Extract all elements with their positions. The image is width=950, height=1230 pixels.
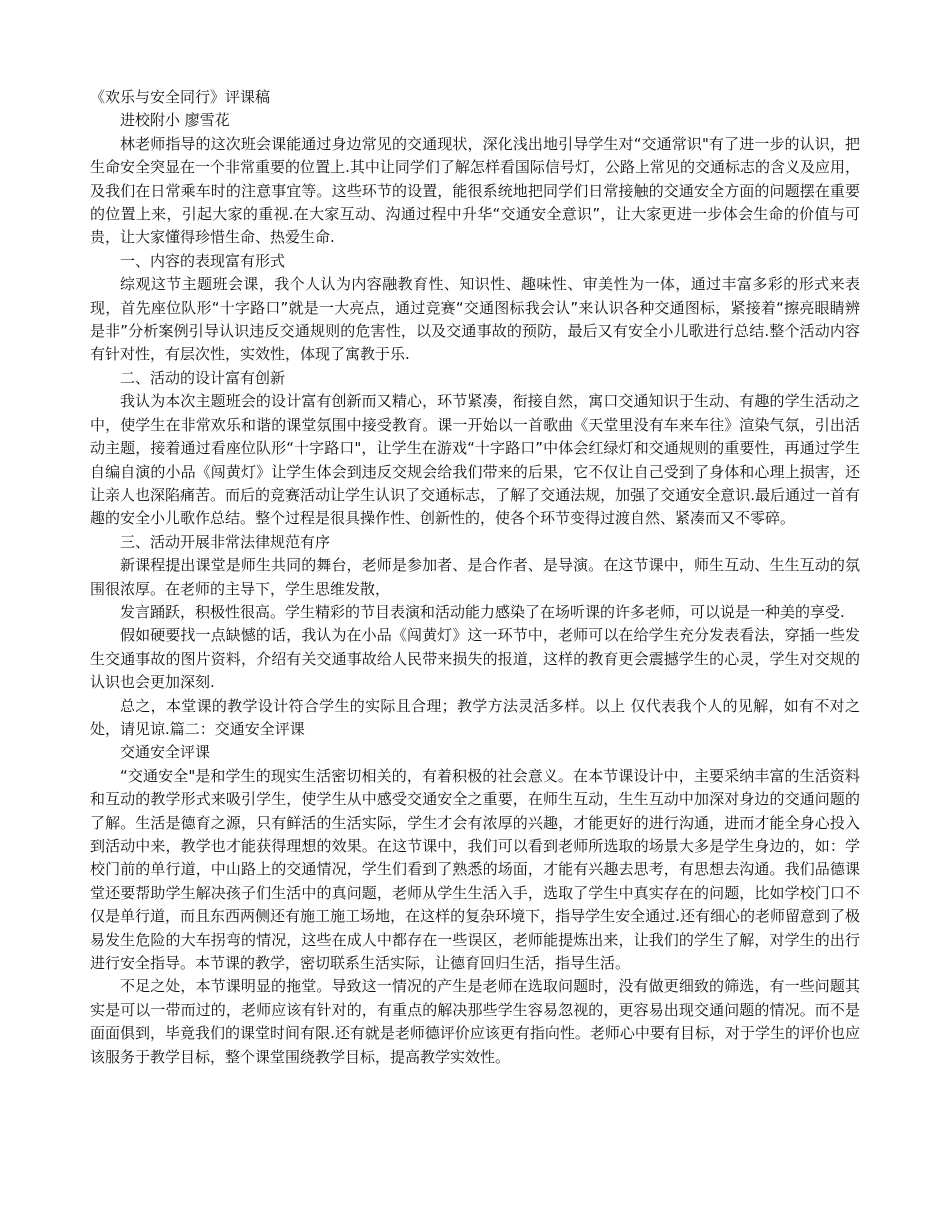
summary-paragraph: 总之，本堂课的教学设计符合学生的实际且合理；教学方法灵活多样。以上 仅代表我个人的见解，如有不对之处，请见谅.篇二：交通安全评课 (90, 696, 860, 738)
section-heading-1: 一、内容的表现富有形式 (120, 251, 286, 270)
critique-paragraph: 假如硬要找一点缺憾的话，我认为在小品《闯黄灯》这一环节中，老师可以在给学生充分发表看法，穿插一些发生交通事故的图片资料，介绍有关交通事故给人民带来损失的报道，这样的教育更会震撼学生的心灵，学生对交规的认识也会更加深刻. (90, 626, 860, 692)
second-body-paragraph: “交通安全"是和学生的现实生活密切相关的，有着积极的社会意义。在本节课设计中，主要采纳丰富的生活资料和互动的教学形式来吸引学生，使学生从中感受交通安全之重要，在师生互动，生生互动中加深对身边的交通问题的了解。生活是德育之源，只有鲜活的生活实际，学生才会有浓厚的兴趣，才能更好的进行沟通，进而才能全身心投入到活动中来，教学也才能获得理想的效果。在这节课中，我们可以看到老师所选取的场景大多是学生身边的，如：学校门前的单行道，中山路上的交通情况，学生们看到了熟悉的场面，才能有兴趣去思考，有思想去沟通。我们品德课堂还要帮助学生解决孩子们生活中的真问题，老师从学生生活入手，选取了学生中真实存在的问题，比如学校门口不仅是单行道，而且东西两侧还有施工施工场地，在这样的复杂环境下，指导学生安全通过.还有细心的老师留意到了极易发生危险的大车拐弯的情况，这些在成人中都存在一些误区，老师能提炼出来，让我们的学生了解，对学生的出行进行安全指导。本节课的教学，密切联系生活实际，让德育回归生活，指导生活。 (90, 766, 860, 973)
section-paragraph-3b: 发言踊跃，积极性很高。学生精彩的节目表演和活动能力感染了在场听课的许多老师，可以说是一种美的享受. (120, 602, 845, 621)
second-shortcoming-paragraph: 不足之处，本节课明显的拖堂。导致这一情况的产生是老师在选取问题时，没有做更细致的筛选，有一些问题其实是可以一带而过的，老师应该有针对的，有重点的解决那些学生容易忽视的，更容易出现交通问题的情况。而不是面面俱到，毕竟我们的课堂时间有限.还有就是老师德评价应该更有指向性。老师心中要有目标，对于学生的评价也应该服务于教学目标，整个课堂围绕教学目标，提高教学实效性。 (90, 977, 860, 1066)
document-title: 《欢乐与安全同行》评课稿 (90, 88, 271, 106)
section-paragraph-2: 我认为本次主题班会的设计富有创新而又精心，环节紧凑，衔接自然，寓口交通知识于生动、有趣的学生活动之中，使学生在非常欢乐和谐的课堂氛围中接受教育。课一开始以一首歌曲《天堂里没有车来车往》渲染气氛，引出活动主题，接着通过看座位队形“十字路口"，让学生在游戏“十字路口”中体会红绿灯和交通规则的重要性，再通过学生自编自演的小品《闯黄灯》让学生体会到违反交规会给我们带来的后果，它不仅让自己受到了身体和心理上损害，还让亲人也深陷痛苦。而后的竞赛活动让学生认识了交通标志，了解了交通法规，加强了交通安全意识.最后通过一首有趣的安全小儿歌作总结。整个过程是很具操作性、创新性的，使各个环节变得过渡自然、紧凑而又不零碎。 (90, 392, 860, 528)
document-page (90, 86, 860, 1069)
section-heading-2: 二、活动的设计富有创新 (120, 368, 286, 387)
section-paragraph-1: 综观这节主题班会课，我个人认为内容融教育性、知识性、趣味性、审美性为一体，通过丰富多彩的形式来表现，首先座位队形“十字路口”就是一大亮点，通过竞赛“交通图标我会认”来认识各种交通图标，紧接着“擦亮眼睛辨是非”分析案例引导认识违反交通规则的危害性，以及交通事故的预防，最后又有安全小儿歌进行总结.整个活动内容有针对性，有层次性，实效性，体现了寓教于乐. (90, 275, 860, 364)
section-heading-3: 三、活动开展非常法律规范有序 (120, 532, 331, 551)
section-paragraph-3a: 新课程提出课堂是师生共同的舞台，老师是参加者、是合作者、是导演。在这节课中，师生互动、生生互动的氛围很浓厚。在老师的主导下，学生思维发散， (90, 556, 860, 598)
second-title: 交通安全评课 (120, 743, 211, 762)
author-line: 进校附小 廖雪花 (120, 111, 230, 130)
intro-paragraph: 林老师指导的这次班会课能通过身边常见的交通现状，深化浅出地引导学生对“交通常识"有了进一步的认识，把生命安全突显在一个非常重要的位置上.其中让同学们了解怎样看国际信号灯，公路上常见的交通标志的含义及应用，及我们在日常乘车时的注意事宜等。这些环节的设置，能很系统地把同学们日常接触的交通安全方面的问题摆在重要的位置上来，引起大家的重视.在大家互动、沟通过程中升华“交通安全意识”，让大家更进一步体会生命的价值与可贵，让大家懂得珍惜生命、热爱生命. (90, 134, 860, 247)
